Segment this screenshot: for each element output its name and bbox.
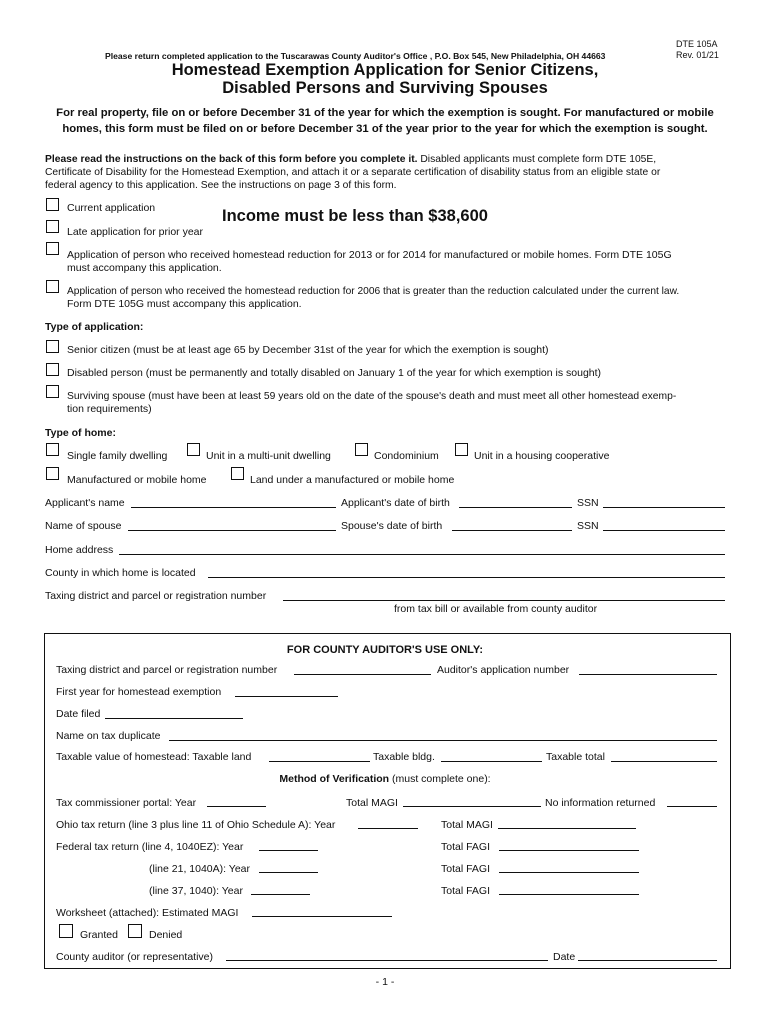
line21-year-field[interactable]: [259, 872, 318, 873]
prior-2013-checkbox[interactable]: [46, 242, 59, 255]
ohio-return-label: Ohio tax return (line 3 plus line 11 of Ohio Schedule A): Year: [56, 819, 336, 831]
page-number: - 1 -: [375, 976, 395, 988]
county-auditor-signature-field[interactable]: [226, 960, 548, 961]
applicant-name-label: Applicant's name: [45, 497, 125, 509]
housing-cooperative-label: Unit in a housing cooperative: [474, 450, 610, 462]
method-bold: Method of Verification: [279, 773, 390, 785]
no-info-field[interactable]: [667, 806, 717, 807]
prior-2006-line1: Application of person who received the homestead reduction for 2006 that is greater than the reduction calculated under the current law.: [67, 286, 680, 297]
first-year-label: First year for homestead exemption: [56, 686, 222, 698]
surviving-spouse-line2: tion requirements): [67, 403, 152, 415]
taxable-total-field[interactable]: [611, 761, 717, 762]
condominium-label: Condominium: [374, 450, 439, 462]
applicant-dob-field[interactable]: [459, 507, 572, 508]
page-title-line1: Homestead Exemption Application for Senior Citizens,: [171, 61, 599, 79]
taxable-total-label: Taxable total: [546, 751, 605, 763]
auditor-parcel-label: Taxing district and parcel or registration number: [56, 664, 278, 676]
current-application-checkbox[interactable]: [46, 198, 59, 211]
granted-label: Granted: [80, 929, 118, 941]
line37-year-field[interactable]: [251, 894, 310, 895]
disabled-person-label: Disabled person (must be permanently and totally disabled on January 1 of the year for which exemption is sought): [67, 367, 602, 379]
total-fagi-2-label: Total FAGI: [441, 863, 491, 875]
late-application-label: Late application for prior year: [67, 226, 203, 238]
instructions-line3: federal agency to this application. See the instructions on page 3 of this form.: [45, 180, 397, 191]
worksheet-label: Worksheet (attached): Estimated MAGI: [56, 907, 239, 919]
prior-2013-line1: Application of person who received homestead reduction for 2013 or for 2014 for manufactured or mobile homes. Form DTE 105G: [67, 249, 672, 261]
prior-2013-line2: must accompany this application.: [67, 262, 222, 274]
worksheet-field[interactable]: [252, 916, 392, 917]
applicant-dob-label: Applicant's date of birth: [341, 497, 450, 509]
total-fagi-2-field[interactable]: [499, 872, 639, 873]
auditor-parcel-field[interactable]: [294, 674, 431, 675]
form-id: DTE 105A: [676, 39, 718, 49]
spouse-name-label: Name of spouse: [45, 520, 122, 532]
land-under-home-checkbox[interactable]: [231, 467, 244, 480]
taxable-land-field[interactable]: [269, 761, 370, 762]
return-note: Please return completed application to the Tuscarawas County Auditor's Office , P.O. Box 545, New Philadelphia, OH 44663: [105, 51, 606, 61]
date-filed-label: Date filed: [56, 708, 101, 720]
method-heading: [0, 773, 770, 786]
land-under-home-label: Land under a manufactured or mobile home: [250, 474, 455, 486]
auditor-heading: FOR COUNTY AUDITOR'S USE ONLY:: [286, 644, 484, 656]
surviving-spouse-line1: Surviving spouse (must have been at least 59 years old on the date of the spouse's death and must meet all other homestead exemp-: [67, 391, 677, 402]
prior-2006-checkbox[interactable]: [46, 280, 59, 293]
instructions-line1: [45, 153, 656, 166]
portal-year-field[interactable]: [207, 806, 266, 807]
deadline-line2: homes, this form must be filed on or before December 31 of the year prior to the year for which the exemption is sought.: [62, 123, 708, 135]
county-label: County in which home is located: [45, 567, 196, 579]
manufactured-home-checkbox[interactable]: [46, 467, 59, 480]
multi-unit-checkbox[interactable]: [187, 443, 200, 456]
federal-return-label: Federal tax return (line 4, 1040EZ): Year: [56, 841, 244, 853]
disabled-person-checkbox[interactable]: [46, 363, 59, 376]
housing-cooperative-checkbox[interactable]: [455, 443, 468, 456]
line21-label: (line 21, 1040A): Year: [149, 863, 250, 875]
page-title-line2: Disabled Persons and Surviving Spouses: [222, 79, 548, 97]
total-fagi-1-label: Total FAGI: [441, 841, 491, 853]
manufactured-home-label: Manufactured or mobile home: [67, 474, 207, 486]
portal-label: Tax commissioner portal: Year: [56, 797, 197, 809]
spouse-ssn-field[interactable]: [603, 530, 725, 531]
current-application-label: Current application: [67, 202, 156, 214]
spouse-ssn-label: SSN: [577, 520, 599, 532]
spouse-dob-label: Spouse's date of birth: [341, 520, 443, 532]
condominium-checkbox[interactable]: [355, 443, 368, 456]
method-rest: (must complete one):: [389, 773, 491, 785]
total-magi-1-label: Total MAGI: [346, 797, 398, 809]
prior-2006-line2: Form DTE 105G must accompany this application.: [67, 298, 302, 310]
instructions-line2: Certificate of Disability for the Homestead Exemption, and attach it or a separate certification of disability status from an eligible state or: [45, 167, 661, 178]
home-address-field[interactable]: [119, 554, 725, 555]
county-field[interactable]: [208, 577, 725, 578]
total-magi-2-field[interactable]: [498, 828, 636, 829]
parcel-note: from tax bill or available from county auditor: [394, 603, 598, 615]
auditor-app-number-field[interactable]: [579, 674, 717, 675]
name-duplicate-label: Name on tax duplicate: [56, 730, 161, 742]
total-fagi-3-field[interactable]: [499, 894, 639, 895]
single-family-checkbox[interactable]: [46, 443, 59, 456]
ohio-year-field[interactable]: [358, 828, 418, 829]
applicant-ssn-field[interactable]: [603, 507, 725, 508]
income-notice: Income must be less than $38,600: [222, 207, 488, 225]
date-filed-field[interactable]: [105, 718, 243, 719]
taxable-bldg-field[interactable]: [441, 761, 542, 762]
total-fagi-1-field[interactable]: [499, 850, 639, 851]
line37-label: (line 37, 1040): Year: [149, 885, 243, 897]
spouse-name-field[interactable]: [128, 530, 336, 531]
applicant-ssn-label: SSN: [577, 497, 599, 509]
county-auditor-label: County auditor (or representative): [56, 951, 213, 963]
date-label: Date: [553, 951, 576, 963]
spouse-dob-field[interactable]: [452, 530, 572, 531]
taxable-land-label: Taxable value of homestead: Taxable land: [56, 751, 252, 763]
type-of-application-heading: Type of application:: [45, 321, 144, 333]
senior-citizen-checkbox[interactable]: [46, 340, 59, 353]
parcel-label: Taxing district and parcel or registration number: [45, 590, 267, 602]
surviving-spouse-checkbox[interactable]: [46, 385, 59, 398]
home-address-label: Home address: [45, 544, 114, 556]
federal-year-field[interactable]: [259, 850, 318, 851]
first-year-field[interactable]: [235, 696, 338, 697]
type-of-home-heading: Type of home:: [45, 427, 116, 439]
multi-unit-label: Unit in a multi-unit dwelling: [206, 450, 331, 462]
instructions-bold: Please read the instructions on the back of this form before you complete it.: [45, 154, 418, 165]
senior-citizen-label: Senior citizen (must be at least age 65 by December 31st of the year for which the exemption is sought): [67, 344, 549, 356]
applicant-name-field[interactable]: [131, 507, 336, 508]
auditor-app-number-label: Auditor's application number: [437, 664, 570, 676]
parcel-field[interactable]: [283, 600, 725, 601]
granted-checkbox[interactable]: [59, 924, 73, 938]
denied-label: Denied: [149, 929, 183, 941]
total-magi-1-field[interactable]: [403, 806, 541, 807]
total-fagi-3-label: Total FAGI: [441, 885, 491, 897]
date-field[interactable]: [578, 960, 717, 961]
deadline-line1: For real property, file on or before December 31 of the year for which the exemption is sought. For manufactured or mobile: [56, 107, 714, 119]
total-magi-2-label: Total MAGI: [441, 819, 493, 831]
no-info-label: No information returned: [545, 797, 656, 809]
taxable-bldg-label: Taxable bldg.: [373, 751, 435, 763]
denied-checkbox[interactable]: [128, 924, 142, 938]
revision-label: Rev. 01/21: [676, 50, 719, 60]
instructions-rest: Disabled applicants must complete form DTE 105E,: [417, 154, 657, 165]
name-duplicate-field[interactable]: [169, 740, 717, 741]
late-application-checkbox[interactable]: [46, 220, 59, 233]
single-family-label: Single family dwelling: [67, 450, 168, 462]
